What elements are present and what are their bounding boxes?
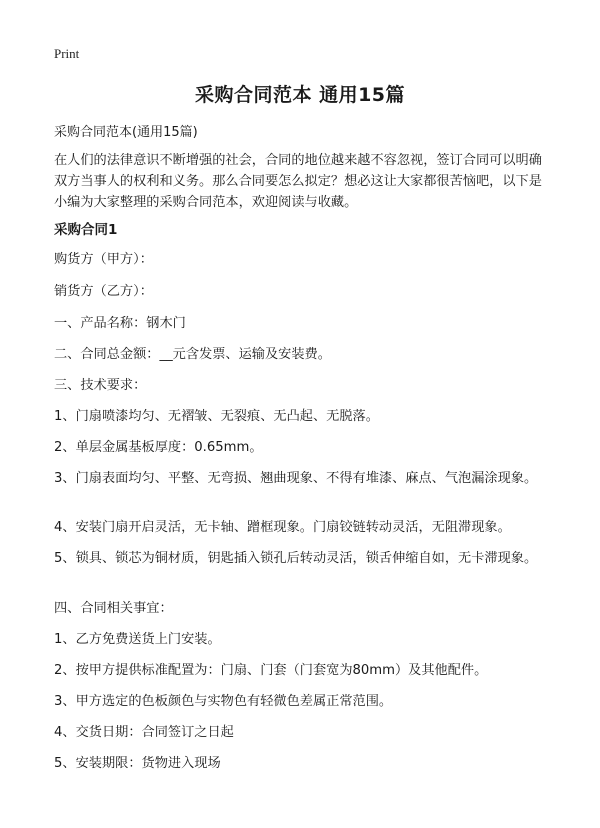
- document-subtitle: 采购合同范本(通用15篇): [54, 125, 198, 140]
- contract-item-tech-5: 5、锁具、锁芯为铜材质，钥匙插入锁孔后转动灵活，锁舌伸缩自如，无卡滞现象。: [54, 551, 538, 566]
- contract-item-matters-1: 1、乙方免费送货上门安装。: [54, 632, 221, 647]
- contract-item-seller: 销货方（乙方）：: [54, 284, 153, 299]
- contract-item-product-name: 一、产品名称：钢木门: [54, 316, 186, 331]
- contract-item-matters-4: 4、交货日期：合同签订之日起: [54, 725, 234, 740]
- contract-item-tech-1: 1、门扇喷漆均匀、无褶皱、无裂痕、无凸起、无脱落。: [54, 409, 379, 424]
- contract-item-matters-5: 5、安装期限：货物进入现场: [54, 756, 221, 771]
- contract-item-buyer: 购货方（甲方）：: [54, 252, 153, 267]
- contract-item-total-amount: 二、合同总金额：__元含发票、运输及安装费。: [54, 347, 331, 362]
- print-label: Print: [54, 46, 80, 61]
- intro-paragraph: 在人们的法律意识不断增强的社会，合同的地位越来越不容忽视，签订合同可以明确双方当事人的权利和义务。那么合同要怎么拟定？想必这让大家都很苦恼吧，以下是小编为大家整理的采购合同范本，欢迎阅读与收藏。: [54, 153, 542, 210]
- document-title: 采购合同范本 通用15篇: [194, 84, 406, 106]
- contract-item-tech-2: 2、单层金属基板厚度：0.65mm。: [54, 440, 263, 455]
- contract-item-matters-heading: 四、合同相关事宜：: [54, 601, 173, 616]
- section-title: 采购合同1: [54, 222, 118, 238]
- contract-item-matters-2: 2、按甲方提供标准配置为：门扇、门套（门套宽为80mm）及其他配件。: [54, 663, 488, 678]
- contract-item-matters-3: 3、甲方选定的色板颜色与实物色有轻微色差属正常范围。: [54, 694, 393, 709]
- contract-item-tech-heading: 三、技术要求：: [54, 378, 147, 393]
- contract-item-tech-3: 3、门扇表面均匀、平整、无弯损、翘曲现象、不得有堆漆、麻点、气泡漏涂现象。: [54, 471, 538, 486]
- contract-item-tech-4: 4、安装门扇开启灵活，无卡轴、蹭框现象。门扇铰链转动灵活，无阻滞现象。: [54, 520, 511, 535]
